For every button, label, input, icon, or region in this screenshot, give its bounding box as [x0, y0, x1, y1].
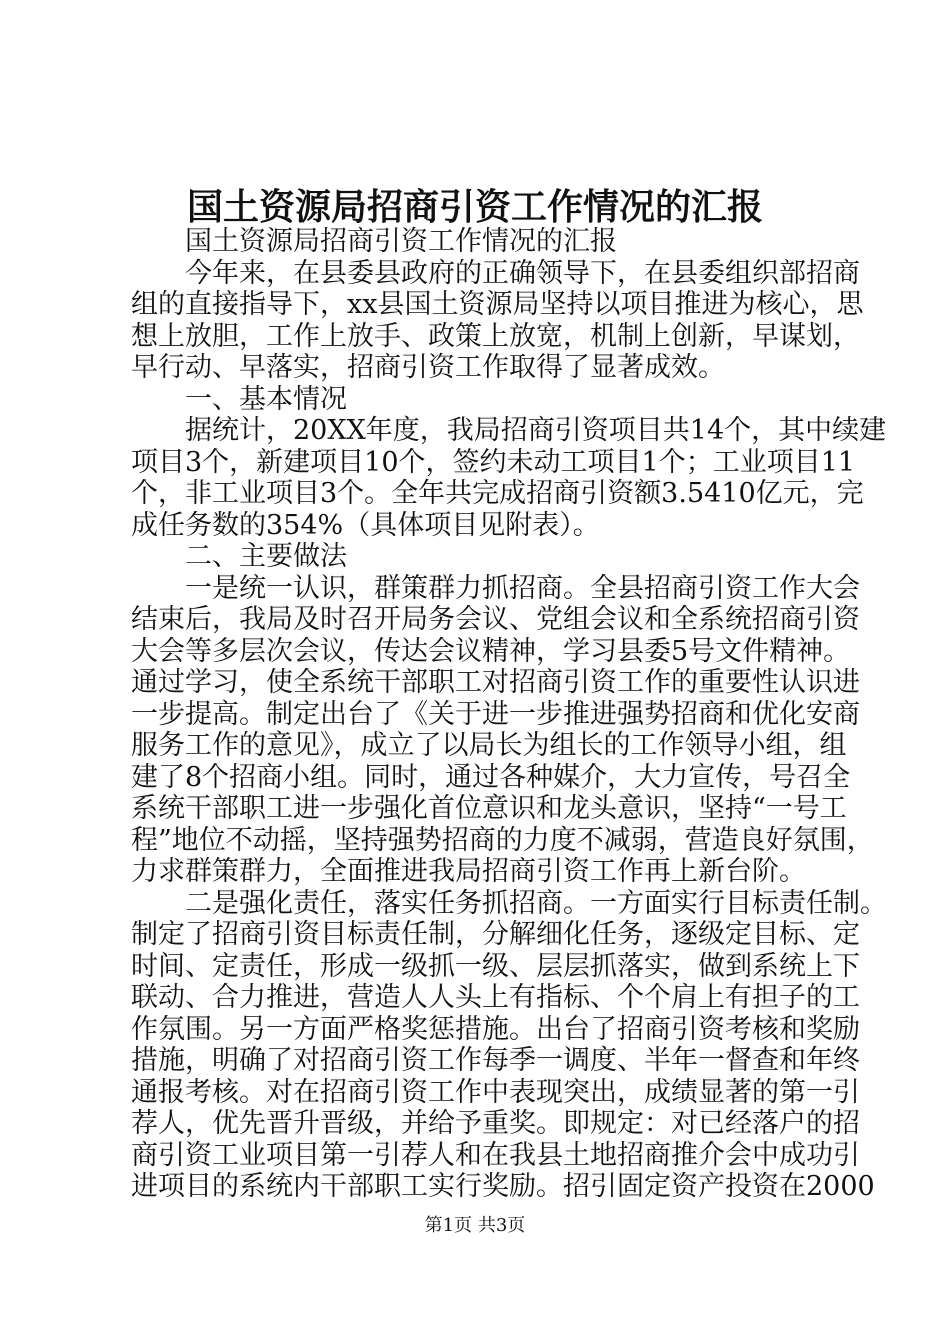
- section-heading: 二、主要做法: [185, 541, 347, 572]
- paragraph-line: 今年来，在县委县政府的正确领导下，在县委组织部招商: [185, 257, 860, 289]
- section-heading: 一、基本情况: [185, 383, 347, 415]
- paragraph-line: 力求群策群力，全面推进我局招商引资工作再上新台阶。: [131, 856, 806, 887]
- paragraph-line: 成任务数的354%（具体项目见附表）。: [131, 509, 600, 541]
- paragraph-line: 组的直接指导下，xx县国土资源局坚持以项目推进为核心，思: [131, 289, 864, 320]
- paragraph-line: 进项目的系统内干部职工实行奖励。招引固定资产投资在2000: [131, 1171, 875, 1202]
- paragraph-line: 国土资源局招商引资工作情况的汇报: [185, 226, 617, 257]
- paragraph-line: 一步提高。制定出台了《关于进一步推进强势招商和优化安商: [131, 698, 860, 730]
- paragraph-line: 早行动、早落实，招商引资工作取得了显著成效。: [131, 352, 725, 383]
- paragraph-line: 二是强化责任，落实任务抓招商。一方面实行目标责任制。: [185, 887, 887, 919]
- paragraph-line: 商引资工业项目第一引荐人和在我县土地招商推介会中成功引: [131, 1139, 860, 1171]
- page-number-footer: 第1页 共3页: [424, 1215, 526, 1236]
- paragraph-line: 想上放胆，工作上放手、政策上放宽，机制上创新，早谋划，: [131, 320, 860, 352]
- document-body: [131, 226, 887, 1203]
- paragraph-line: 作氛围。另一方面严格奖惩措施。出台了招商引资考核和奖励: [131, 1013, 860, 1045]
- paragraph-line: 一是统一认识，群策群力抓招商。全县招商引资工作大会: [185, 572, 860, 604]
- paragraph-line: 大会等多层次会议，传达会议精神，学习县委5号文件精神。: [131, 635, 851, 667]
- paragraph-line: 系统干部职工进一步强化首位意识和龙头意识，坚持“一号工: [131, 793, 847, 824]
- paragraph-line: 通报考核。对在招商引资工作中表现突出，成绩显著的第一引: [131, 1076, 860, 1108]
- document-title: 国土资源局招商引资工作情况的汇报: [186, 186, 763, 228]
- paragraph-line: 据统计，20XX年度，我局招商引资项目共14个，其中续建: [185, 415, 887, 446]
- paragraph-line: 服务工作的意见》，成立了以局长为组长的工作领导小组，组: [131, 730, 847, 761]
- paragraph-line: 个，非工业项目3个。全年共完成招商引资额3.5410亿元，完: [131, 478, 864, 509]
- paragraph-line: 结束后，我局及时召开局务会议、党组会议和全系统招商引资: [131, 604, 860, 635]
- paragraph-line: 措施，明确了对招商引资工作每季一调度、半年一督查和年终: [131, 1045, 860, 1076]
- paragraph-line: 建了8个招商小组。同时，通过各种媒介，大力宣传，号召全: [131, 761, 851, 793]
- paragraph-line: 制定了招商引资目标责任制，分解细化任务，逐级定目标、定: [131, 919, 860, 950]
- paragraph-line: 荐人，优先晋升晋级，并给予重奖。即规定：对已经落户的招: [131, 1108, 860, 1139]
- paragraph-line: 时间、定责任，形成一级抓一级、层层抓落实，做到系统上下: [131, 950, 860, 982]
- paragraph-line: 通过学习，使全系统干部职工对招商引资工作的重要性认识进: [131, 667, 860, 698]
- paragraph-line: 程”地位不动摇，坚持强势招商的力度不减弱，营造良好氛围，: [131, 824, 874, 856]
- paragraph-line: 联动、合力推进，营造人人头上有指标、个个肩上有担子的工: [131, 982, 860, 1013]
- paragraph-line: 项目3个，新建项目10个，签约未动工项目1个；工业项目11: [131, 446, 856, 478]
